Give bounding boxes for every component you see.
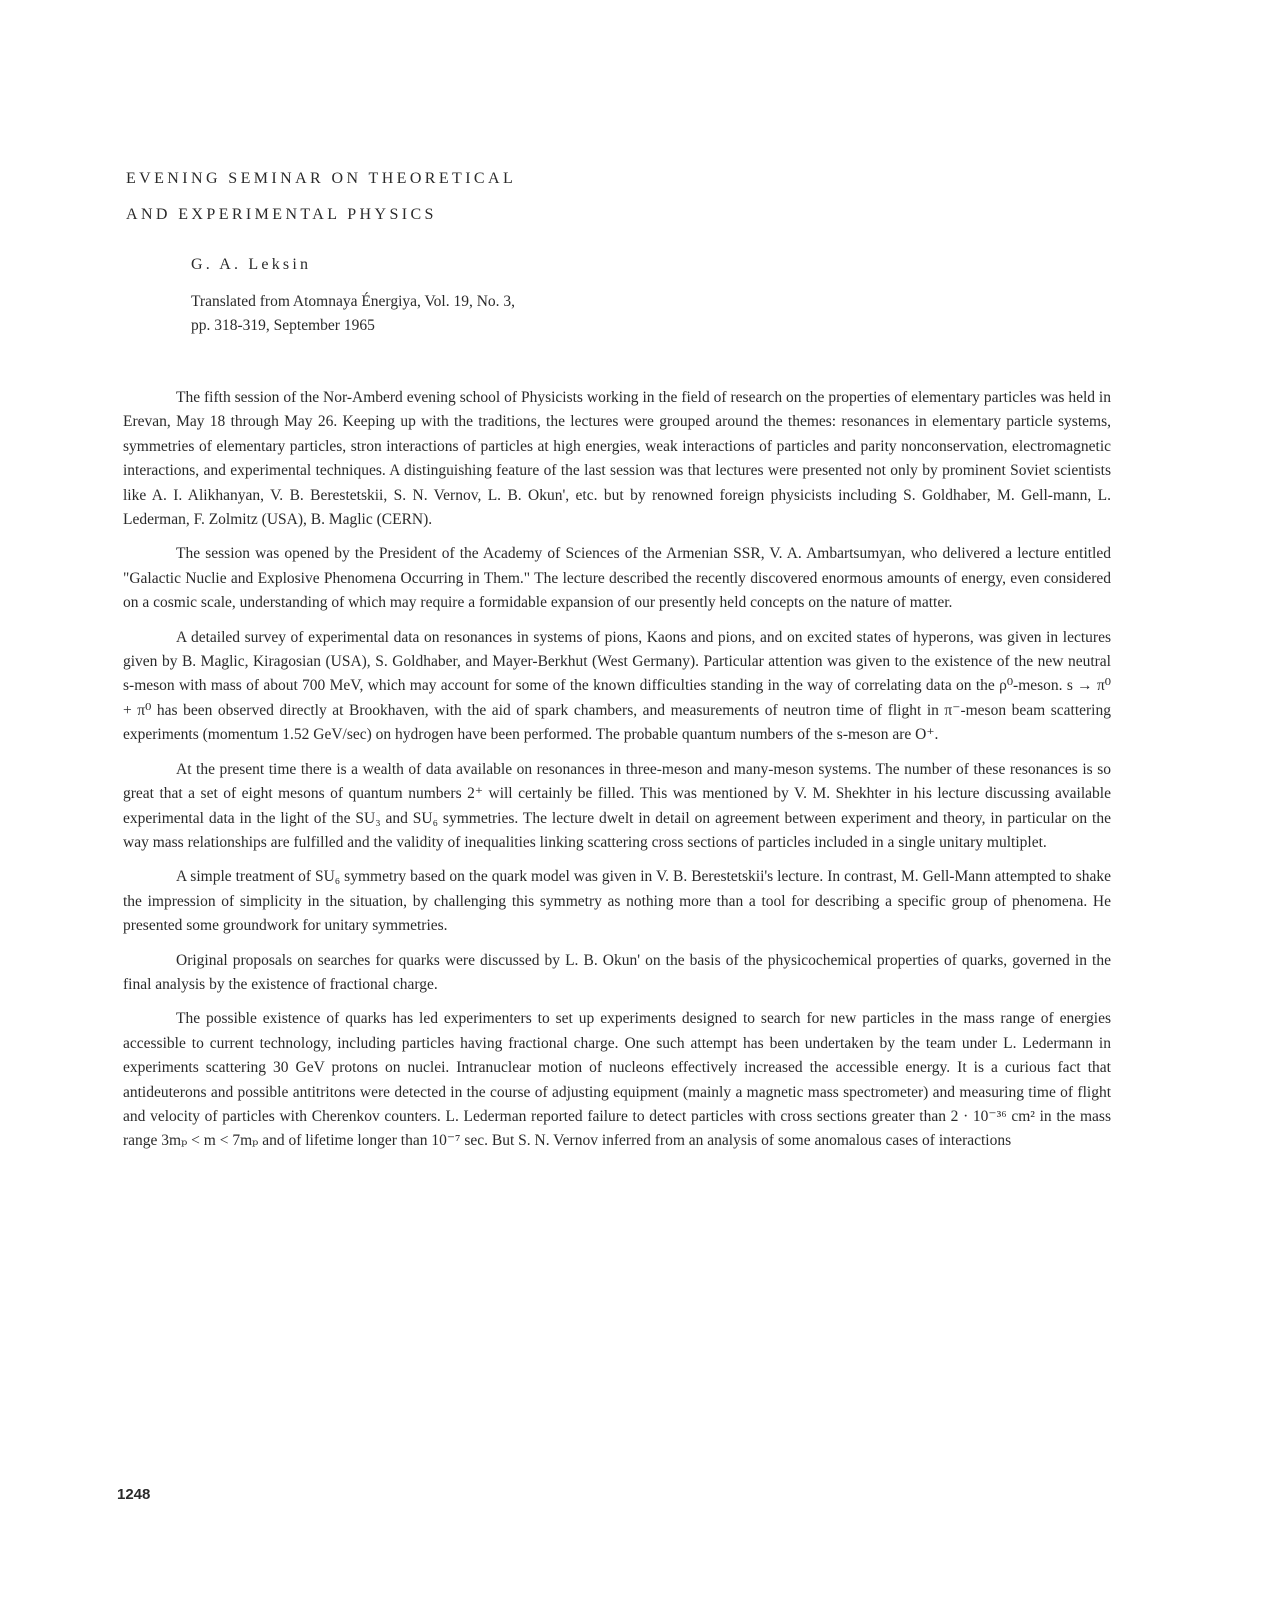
source-line-2: pp. 318-319, September 1965: [191, 317, 375, 334]
source-line-1: Translated from Atomnaya Énergiya, Vol. 19, No. 3,: [191, 293, 516, 310]
article-title-line-2: AND EXPERIMENTAL PHYSICS: [126, 206, 437, 223]
paragraph-3: A detailed survey of experimental data on resonances in systems of pions, Kaons and pions, and on excited states of hyperons, was given in lectures given by B. Maglic, Kiragosian (USA), S. Goldhaber, and Mayer-Berkhut (West Germany). Particular attention was given to the existence of the new neutral s-meson with mass of about 700 MeV, which may account for some of the known difficulties standing in the way of correlating data on the ρ⁰-meson. s → π⁰ + π⁰ has been observed directly at Brookhaven, with the aid of spark chambers, and measurements of neutron time of flight in π⁻-meson beam scattering experiments (momentum 1.52 GeV/sec) on hydrogen have been performed. The probable quantum numbers of the s-meson are O⁺.: [123, 628, 1111, 744]
paragraph-1: The fifth session of the Nor-Amberd evening school of Physicists working in the field of research on the properties of elementary particles was held in Erevan, May 18 through May 26. Keeping up with the traditions, the lectures were grouped around the themes: resonances in elementary particle systems, symmetries of elementary particles, stron interactions of particles at high energies, weak interactions of particles and parity nonconservation, electromagnetic interactions, and experimental techniques. A distinguishing feature of the last session was that lectures were presented not only by prominent Soviet scientists like A. I. Alikhanyan, V. B. Berestetskii, S. N. Vernov, L. B. Okun', etc. but by renowned foreign physicists including S. Goldhaber, M. Gell-mann, L. Lederman, F. Zolmitz (USA), B. Maglic (CERN).: [123, 389, 1111, 529]
paragraph-2: The session was opened by the President of the Academy of Sciences of the Armenian SSR, V. A. Ambartsumyan, who delivered a lecture entitled "Galactic Nuclie and Explosive Phenomena Occurring in Them." The lecture described the recently discovered enormous amounts of energy, even considered on a cosmic scale, understanding of which may require a formidable expansion of our presently held concepts on the nature of matter.: [123, 545, 1111, 612]
paragraph-5: A simple treatment of SU₆ symmetry based on the quark model was given in V. B. Berestetskii's lecture. In contrast, M. Gell-Mann attempted to shake the impression of simplicity in the situation, by challenging this symmetry as nothing more than a tool for describing a specific group of phenomena. He presented some groundwork for unitary symmetries.: [123, 868, 1111, 935]
paragraph-7: The possible existence of quarks has led experimenters to set up experiments designed to search for new particles in the mass range of energies accessible to current technology, including particles having fractional charge. One such attempt has been undertaken by the team under L. Ledermann in experiments scattering 30 GeV protons on nuclei. Intranuclear motion of nucleons effectively increased the accessible energy. It is a curious fact that antideuterons and possible antitritons were detected in the course of adjusting equipment (mainly a magnetic mass spectrometer) and measuring time of flight and velocity of particles with Cherenkov counters. L. Lederman reported failure to detect particles with cross sections greater than 2 · 10⁻³⁶ cm² in the mass range 3mₚ < m < 7mₚ and of lifetime longer than 10⁻⁷ sec. But S. N. Vernov inferred from an analysis of some anomalous cases of interactions: [123, 1010, 1111, 1150]
article-title-line-1: EVENING SEMINAR ON THEORETICAL: [126, 170, 517, 187]
paragraph-4: At the present time there is a wealth of data available on resonances in three-meson and many-meson systems. The number of these resonances is so great that a set of eight mesons of quantum numbers 2⁺ will certainly be filled. This was mentioned by V. M. Shekhter in his lecture discussing available experimental data in the light of the SU₃ and SU₆ symmetries. The lecture dwelt in detail on agreement between experiment and theory, in particular on the way mass relationships are fulfilled and the validity of inequalities linking scattering cross sections of particles included in a single unitary multiplet.: [123, 760, 1111, 851]
page-number: 1248: [117, 1486, 151, 1503]
author-name: G. A. Leksin: [191, 256, 312, 273]
paragraph-6: Original proposals on searches for quarks were discussed by L. B. Okun' on the basis of the physicochemical properties of quarks, governed in the final analysis by the existence of fractional charge.: [123, 951, 1111, 993]
translation-source: [191, 290, 515, 338]
article-body: [123, 386, 1111, 1164]
